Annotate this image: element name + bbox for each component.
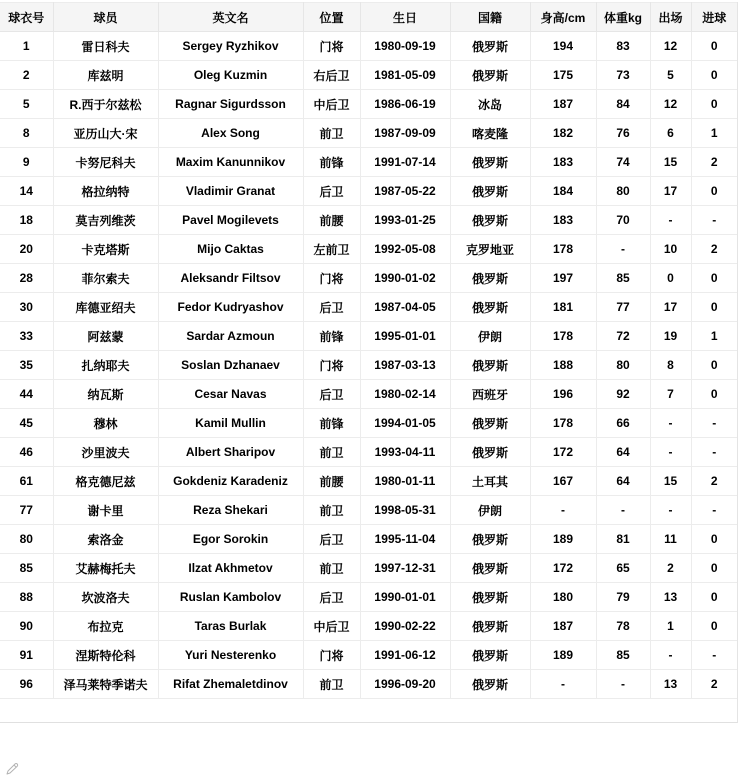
table-cell: 后卫	[303, 293, 360, 322]
table-cell: 15	[650, 148, 691, 177]
table-cell: 0	[691, 90, 737, 119]
table-cell: 0	[691, 293, 737, 322]
table-row	[0, 409, 737, 438]
table-cell: 库德亚绍夫	[53, 293, 158, 322]
column-header-9: 进球	[691, 3, 737, 32]
table-cell: 13	[650, 670, 691, 699]
table-cell: -	[596, 496, 650, 525]
table-cell: Taras Burlak	[158, 612, 303, 641]
table-cell: -	[691, 496, 737, 525]
table-cell: -	[691, 641, 737, 670]
table-cell: Gokdeniz Karadeniz	[158, 467, 303, 496]
table-cell: 92	[596, 380, 650, 409]
table-row	[0, 264, 737, 293]
table-row	[0, 670, 737, 699]
table-cell: -	[596, 235, 650, 264]
table-cell: 12	[650, 32, 691, 61]
table-cell: 1980-01-11	[360, 467, 450, 496]
table-cell: 克罗地亚	[450, 235, 530, 264]
table-cell: 0	[691, 380, 737, 409]
table-cell: Sergey Ryzhikov	[158, 32, 303, 61]
table-cell: 穆林	[53, 409, 158, 438]
table-cell: 前卫	[303, 438, 360, 467]
table-cell: 1980-09-19	[360, 32, 450, 61]
table-cell: 77	[596, 293, 650, 322]
table-cell: 18	[0, 206, 53, 235]
table-cell: 85	[596, 641, 650, 670]
table-cell: 菲尔索夫	[53, 264, 158, 293]
table-cell: 后卫	[303, 177, 360, 206]
table-cell: 1990-01-02	[360, 264, 450, 293]
table-cell: Kamil Mullin	[158, 409, 303, 438]
column-header-7: 体重kg	[596, 3, 650, 32]
column-header-3: 位置	[303, 3, 360, 32]
table-cell: 1993-01-25	[360, 206, 450, 235]
table-cell: 俄罗斯	[450, 438, 530, 467]
table-cell: 1987-05-22	[360, 177, 450, 206]
table-cell: 1994-01-05	[360, 409, 450, 438]
table-cell: 74	[596, 148, 650, 177]
table-cell: 门将	[303, 641, 360, 670]
table-cell: 13	[650, 583, 691, 612]
table-cell: 伊朗	[450, 322, 530, 351]
table-cell: 64	[596, 438, 650, 467]
table-cell: Ruslan Kambolov	[158, 583, 303, 612]
table-cell: 前卫	[303, 496, 360, 525]
table-cell: 1	[691, 322, 737, 351]
table-cell: 门将	[303, 32, 360, 61]
table-cell: 1998-05-31	[360, 496, 450, 525]
table-cell: 33	[0, 322, 53, 351]
table-row	[0, 293, 737, 322]
table-cell: 扎纳耶夫	[53, 351, 158, 380]
table-cell: 俄罗斯	[450, 32, 530, 61]
table-cell: 196	[530, 380, 596, 409]
table-cell: 谢卡里	[53, 496, 158, 525]
table-cell: 30	[0, 293, 53, 322]
table-cell: 后卫	[303, 380, 360, 409]
table-cell: 11	[650, 525, 691, 554]
table-cell: 右后卫	[303, 61, 360, 90]
table-cell: 2	[691, 235, 737, 264]
table-cell: 前卫	[303, 119, 360, 148]
table-cell: 172	[530, 554, 596, 583]
table-cell: 前卫	[303, 554, 360, 583]
table-row	[0, 612, 737, 641]
table-cell: 183	[530, 206, 596, 235]
table-cell: 1990-01-01	[360, 583, 450, 612]
table-cell: 70	[596, 206, 650, 235]
table-cell: 1996-09-20	[360, 670, 450, 699]
table-cell: 66	[596, 409, 650, 438]
table-cell: 1991-06-12	[360, 641, 450, 670]
table-cell: Rifat Zhemaletdinov	[158, 670, 303, 699]
table-cell: 80	[596, 177, 650, 206]
table-cell: 俄罗斯	[450, 641, 530, 670]
table-cell: 96	[0, 670, 53, 699]
table-cell: 44	[0, 380, 53, 409]
table-cell: 189	[530, 525, 596, 554]
table-cell: 1	[0, 32, 53, 61]
table-cell: 前卫	[303, 670, 360, 699]
table-cell: Yuri Nesterenko	[158, 641, 303, 670]
table-cell: 0	[691, 177, 737, 206]
table-cell: Pavel Mogilevets	[158, 206, 303, 235]
table-cell: 俄罗斯	[450, 293, 530, 322]
table-cell: 77	[0, 496, 53, 525]
table-cell: 7	[650, 380, 691, 409]
table-cell: 雷日科夫	[53, 32, 158, 61]
table-cell: 187	[530, 90, 596, 119]
table-cell: 1987-03-13	[360, 351, 450, 380]
table-cell: 莫吉列维茨	[53, 206, 158, 235]
table-cell: 卡克塔斯	[53, 235, 158, 264]
table-body	[0, 32, 737, 699]
players-table	[0, 2, 737, 699]
table-row	[0, 235, 737, 264]
table-cell: 85	[596, 264, 650, 293]
table-cell: 俄罗斯	[450, 61, 530, 90]
table-cell: 46	[0, 438, 53, 467]
table-cell: Fedor Kudryashov	[158, 293, 303, 322]
table-cell: Soslan Dzhanaev	[158, 351, 303, 380]
table-cell: 俄罗斯	[450, 670, 530, 699]
table-cell: Vladimir Granat	[158, 177, 303, 206]
table-cell: 艾赫梅托夫	[53, 554, 158, 583]
table-cell: 俄罗斯	[450, 554, 530, 583]
table-cell: 178	[530, 322, 596, 351]
table-cell: 俄罗斯	[450, 206, 530, 235]
table-cell: 175	[530, 61, 596, 90]
table-cell: 俄罗斯	[450, 409, 530, 438]
table-cell: 卡努尼科夫	[53, 148, 158, 177]
table-row	[0, 206, 737, 235]
table-cell: 17	[650, 293, 691, 322]
table-cell: 0	[691, 612, 737, 641]
table-cell: 181	[530, 293, 596, 322]
table-cell: 2	[691, 467, 737, 496]
table-cell: 5	[0, 90, 53, 119]
table-cell: 10	[650, 235, 691, 264]
table-cell: 1981-05-09	[360, 61, 450, 90]
table-cell: 65	[596, 554, 650, 583]
table-cell: Reza Shekari	[158, 496, 303, 525]
table-row	[0, 467, 737, 496]
table-cell: 84	[596, 90, 650, 119]
table-cell: 19	[650, 322, 691, 351]
table-cell: -	[691, 206, 737, 235]
table-cell: 194	[530, 32, 596, 61]
table-cell: 0	[691, 525, 737, 554]
table-cell: 中后卫	[303, 90, 360, 119]
table-cell: 布拉克	[53, 612, 158, 641]
column-header-2: 英文名	[158, 3, 303, 32]
table-cell: 72	[596, 322, 650, 351]
table-cell: 亚历山大·宋	[53, 119, 158, 148]
table-cell: 189	[530, 641, 596, 670]
table-cell: 6	[650, 119, 691, 148]
table-cell: 后卫	[303, 583, 360, 612]
table-cell: 门将	[303, 351, 360, 380]
table-cell: 索洛金	[53, 525, 158, 554]
table-row	[0, 322, 737, 351]
table-cell: 纳瓦斯	[53, 380, 158, 409]
table-cell: Egor Sorokin	[158, 525, 303, 554]
edit-pencil-icon[interactable]	[5, 762, 19, 776]
table-cell: Ragnar Sigurdsson	[158, 90, 303, 119]
table-row	[0, 90, 737, 119]
table-cell: 78	[596, 612, 650, 641]
table-cell: 伊朗	[450, 496, 530, 525]
table-cell: 1990-02-22	[360, 612, 450, 641]
table-cell: Oleg Kuzmin	[158, 61, 303, 90]
table-cell: 2	[691, 670, 737, 699]
table-cell: 0	[691, 554, 737, 583]
table-cell: 0	[691, 61, 737, 90]
table-cell: 45	[0, 409, 53, 438]
table-cell: 188	[530, 351, 596, 380]
table-row	[0, 641, 737, 670]
table-cell: Aleksandr Filtsov	[158, 264, 303, 293]
table-cell: 35	[0, 351, 53, 380]
table-cell: 0	[650, 264, 691, 293]
table-cell: 前锋	[303, 409, 360, 438]
roster-table-container	[0, 2, 738, 723]
table-cell: -	[530, 670, 596, 699]
table-cell: 197	[530, 264, 596, 293]
table-cell: 90	[0, 612, 53, 641]
table-cell: 17	[650, 177, 691, 206]
table-cell: 1997-12-31	[360, 554, 450, 583]
table-cell: 俄罗斯	[450, 612, 530, 641]
table-cell: 178	[530, 235, 596, 264]
table-cell: 2	[691, 148, 737, 177]
table-cell: R.西于尔兹松	[53, 90, 158, 119]
table-cell: 1993-04-11	[360, 438, 450, 467]
table-cell: 1	[650, 612, 691, 641]
table-row	[0, 32, 737, 61]
table-cell: 0	[691, 264, 737, 293]
table-cell: 9	[0, 148, 53, 177]
table-cell: 12	[650, 90, 691, 119]
table-row	[0, 351, 737, 380]
table-row	[0, 554, 737, 583]
table-cell: 前腰	[303, 206, 360, 235]
table-cell: Mijo Caktas	[158, 235, 303, 264]
table-cell: 后卫	[303, 525, 360, 554]
table-cell: -	[691, 438, 737, 467]
table-cell: -	[530, 496, 596, 525]
table-cell: 61	[0, 467, 53, 496]
table-cell: 俄罗斯	[450, 264, 530, 293]
table-cell: 88	[0, 583, 53, 612]
table-cell: 73	[596, 61, 650, 90]
table-cell: 涅斯特伦科	[53, 641, 158, 670]
table-cell: 土耳其	[450, 467, 530, 496]
table-cell: 坎波洛夫	[53, 583, 158, 612]
table-cell: 中后卫	[303, 612, 360, 641]
column-header-6: 身高/cm	[530, 3, 596, 32]
column-header-0: 球衣号	[0, 3, 53, 32]
table-cell: 79	[596, 583, 650, 612]
table-row	[0, 119, 737, 148]
table-cell: 91	[0, 641, 53, 670]
table-cell: 2	[0, 61, 53, 90]
table-cell: 83	[596, 32, 650, 61]
table-cell: 左前卫	[303, 235, 360, 264]
table-cell: 1986-06-19	[360, 90, 450, 119]
table-row	[0, 496, 737, 525]
table-cell: 前锋	[303, 148, 360, 177]
table-cell: 前腰	[303, 467, 360, 496]
table-cell: 180	[530, 583, 596, 612]
table-cell: 2	[650, 554, 691, 583]
table-cell: 5	[650, 61, 691, 90]
table-cell: 1	[691, 119, 737, 148]
table-cell: 1995-11-04	[360, 525, 450, 554]
table-cell: 80	[596, 351, 650, 380]
column-header-8: 出场	[650, 3, 691, 32]
table-cell: 183	[530, 148, 596, 177]
table-cell: 8	[0, 119, 53, 148]
table-cell: 178	[530, 409, 596, 438]
table-cell: 1995-01-01	[360, 322, 450, 351]
table-cell: 1991-07-14	[360, 148, 450, 177]
table-cell: 格拉纳特	[53, 177, 158, 206]
table-cell: 俄罗斯	[450, 351, 530, 380]
table-cell: 阿兹蒙	[53, 322, 158, 351]
table-cell: 俄罗斯	[450, 583, 530, 612]
table-row	[0, 380, 737, 409]
table-cell: 1992-05-08	[360, 235, 450, 264]
table-cell: 14	[0, 177, 53, 206]
table-cell: -	[650, 641, 691, 670]
table-cell: Alex Song	[158, 119, 303, 148]
table-cell: 西班牙	[450, 380, 530, 409]
table-cell: 0	[691, 583, 737, 612]
table-cell: 64	[596, 467, 650, 496]
table-cell: 15	[650, 467, 691, 496]
table-cell: 184	[530, 177, 596, 206]
table-cell: -	[596, 670, 650, 699]
column-header-4: 生日	[360, 3, 450, 32]
table-cell: -	[650, 409, 691, 438]
column-header-5: 国籍	[450, 3, 530, 32]
table-cell: 167	[530, 467, 596, 496]
table-row	[0, 148, 737, 177]
table-cell: 泽马莱特季诺夫	[53, 670, 158, 699]
table-cell: -	[650, 438, 691, 467]
table-cell: 81	[596, 525, 650, 554]
table-cell: 1980-02-14	[360, 380, 450, 409]
table-cell: 0	[691, 351, 737, 380]
table-row	[0, 177, 737, 206]
header-row	[0, 3, 737, 32]
table-cell: 85	[0, 554, 53, 583]
table-row	[0, 61, 737, 90]
table-cell: 前锋	[303, 322, 360, 351]
table-cell: 格克德尼兹	[53, 467, 158, 496]
table-cell: 俄罗斯	[450, 177, 530, 206]
table-row	[0, 583, 737, 612]
table-cell: -	[650, 206, 691, 235]
table-cell: 冰岛	[450, 90, 530, 119]
table-cell: Maxim Kanunnikov	[158, 148, 303, 177]
table-cell: 门将	[303, 264, 360, 293]
table-cell: Sardar Azmoun	[158, 322, 303, 351]
table-cell: 172	[530, 438, 596, 467]
table-cell: 76	[596, 119, 650, 148]
table-cell: Ilzat Akhmetov	[158, 554, 303, 583]
table-header	[0, 3, 737, 32]
table-cell: 俄罗斯	[450, 525, 530, 554]
table-row	[0, 438, 737, 467]
table-cell: 0	[691, 32, 737, 61]
table-cell: 80	[0, 525, 53, 554]
table-cell: -	[650, 496, 691, 525]
table-cell: 沙里波夫	[53, 438, 158, 467]
table-cell: 俄罗斯	[450, 148, 530, 177]
table-cell: 28	[0, 264, 53, 293]
table-row	[0, 525, 737, 554]
table-cell: 20	[0, 235, 53, 264]
table-cell: 库兹明	[53, 61, 158, 90]
table-cell: 1987-09-09	[360, 119, 450, 148]
table-cell: 182	[530, 119, 596, 148]
table-cell: 1987-04-05	[360, 293, 450, 322]
table-cell: 8	[650, 351, 691, 380]
table-cell: 喀麦隆	[450, 119, 530, 148]
table-cell: -	[691, 409, 737, 438]
table-cell: Albert Sharipov	[158, 438, 303, 467]
table-cell: 187	[530, 612, 596, 641]
column-header-1: 球员	[53, 3, 158, 32]
table-cell: Cesar Navas	[158, 380, 303, 409]
